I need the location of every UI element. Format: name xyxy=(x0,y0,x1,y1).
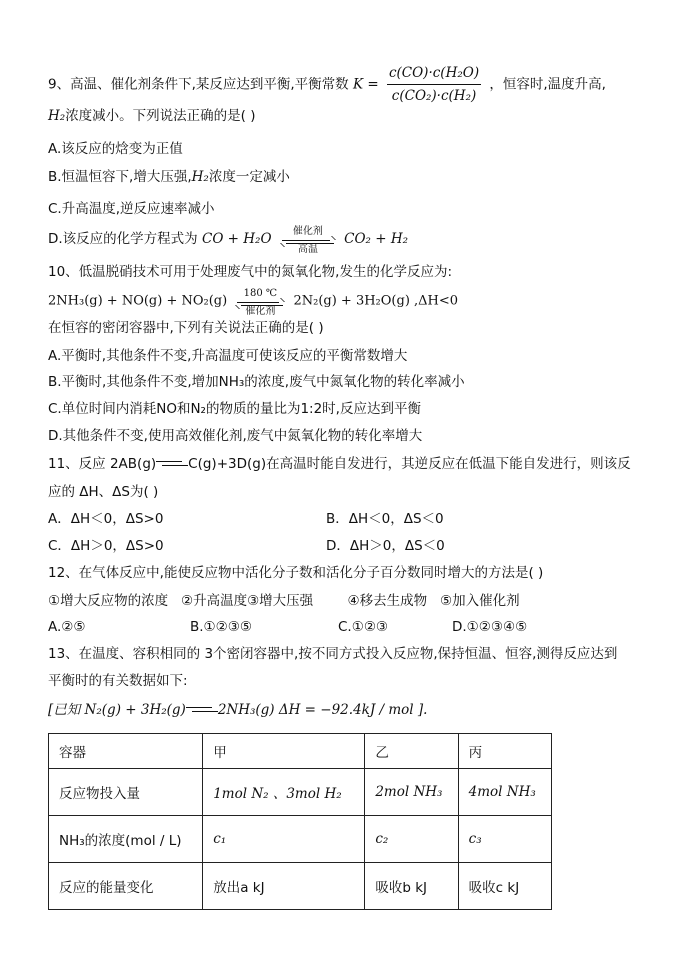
q9-option-d-reactants: CO + H₂O xyxy=(201,231,272,247)
table-cell: 2mol NH₃ xyxy=(365,769,458,816)
table-header-cell: 甲 xyxy=(203,734,365,769)
table-header-row xyxy=(49,734,552,769)
q9-option-b-species: H₂ xyxy=(191,169,209,185)
equilibrium-arrow-icon xyxy=(156,459,188,469)
q10-equation xyxy=(48,288,459,317)
table-row xyxy=(49,863,552,910)
table-cell: 反应的能量变化 xyxy=(49,863,203,910)
q11-stem-text-2: C(g)+3D(g)在高温时能自发进行，其逆反应在低温下能自发进行，则该反 xyxy=(188,456,631,472)
q9-stem-text-2: ，恒容时,温度升高, xyxy=(489,76,606,93)
q12-option-b[interactable]: B.①②③⑤ xyxy=(190,619,252,635)
q11-question: 应的 ΔH、ΔS为( ) xyxy=(48,484,159,500)
q9-condition-temp: 高温 xyxy=(297,244,318,255)
q11-option-a[interactable]: A．ΔH＜0，ΔS>0 xyxy=(48,511,164,527)
table-cell: c₂ xyxy=(365,816,458,863)
q13-known-right: 2NH₃(g) ΔH = −92.4kJ / mol ]. xyxy=(217,702,428,718)
q9-option-d[interactable] xyxy=(48,226,409,255)
q11-option-b[interactable]: B．ΔH＜0，ΔS＜0 xyxy=(326,511,444,527)
table-row xyxy=(49,769,552,816)
q9-k-numerator: c(CO)·c(H₂O) xyxy=(387,63,481,85)
q9-option-a[interactable]: A.该反应的焓变为正值 xyxy=(48,141,183,157)
q13-stem: 13、在温度、容积相同的 3个密闭容器中,按不同方式投入反应物,保持恒温、恒容,测得反应达到 xyxy=(48,646,618,662)
q9-option-d-products: CO₂ + H₂ xyxy=(344,231,409,247)
q9-h2-species: H₂ xyxy=(48,108,66,124)
table-cell: 反应物投入量 xyxy=(49,769,203,816)
q10-question: 在恒容的密闭容器中,下列有关说法正确的是( ) xyxy=(48,320,324,336)
q9-stem-line1 xyxy=(48,63,606,106)
q10-eq-right: 2N₂(g) + 3H₂O(g) ,ΔH<0 xyxy=(293,293,459,309)
q11-option-c[interactable]: C．ΔH＞0，ΔS>0 xyxy=(48,538,164,554)
q12-items: ①增大反应物的浓度 ②升高温度③增大压强 ④移去生成物 ⑤加入催化剂 xyxy=(48,593,520,609)
q9-stem-line2 xyxy=(48,106,256,126)
q10-stem: 10、低温脱硝技术可用于处理废气中的氮氧化物,发生的化学反应为: xyxy=(48,264,453,280)
equilibrium-arrow-icon xyxy=(186,705,218,715)
table-cell: NH₃的浓度(mol / L) xyxy=(49,816,203,863)
q9-stem-text: 9、高温、催化剂条件下,某反应达到平衡,平衡常数 xyxy=(48,76,349,93)
q12-stem: 12、在气体反应中,能使反应物中活化分子数和活化分子百分数同时增大的方法是( ) xyxy=(48,565,544,581)
q12-option-c[interactable]: C.①②③ xyxy=(338,619,389,635)
q13-data-table xyxy=(48,733,552,910)
q12-option-d[interactable]: D.①②③④⑤ xyxy=(452,619,528,635)
table-cell: 4mol NH₃ xyxy=(458,769,551,816)
table-cell: c₃ xyxy=(458,816,551,863)
q10-eq-left: 2NH₃(g) + NO(g) + NO₂(g) xyxy=(48,293,228,309)
q9-option-c[interactable]: C.升高温度,逆反应速率减小 xyxy=(48,201,215,217)
q9-option-d-text: D.该反应的化学方程式为 xyxy=(48,231,198,247)
table-row xyxy=(49,816,552,863)
q11-stem-text: 11、反应 2AB(g) xyxy=(48,456,157,472)
q11-option-d[interactable]: D．ΔH＞0，ΔS＜0 xyxy=(326,538,445,554)
q10-condition-temp: 180 ℃ xyxy=(243,288,278,299)
q10-option-d[interactable]: D.其他条件不变,使用高效催化剂,废气中氮氧化物的转化率增大 xyxy=(48,428,423,444)
q10-condition-catalyst: 催化剂 xyxy=(245,306,276,317)
q9-option-b[interactable] xyxy=(48,167,290,187)
q11-stem-line1 xyxy=(48,454,631,474)
table-cell: 吸收b kJ xyxy=(365,863,458,910)
q9-option-b-text-2: 浓度一定减小 xyxy=(208,169,290,185)
table-cell: c₁ xyxy=(203,816,365,863)
q13-stem-2: 平衡时的有关数据如下: xyxy=(48,673,188,689)
reversible-arrow-icon xyxy=(280,226,336,255)
q9-condition-catalyst: 催化剂 xyxy=(292,226,323,237)
q9-k-symbol: K = xyxy=(352,76,383,93)
q9-k-denominator: c(CO₂)·c(H₂) xyxy=(391,88,477,104)
q10-option-c[interactable]: C.单位时间内消耗NO和N₂的物质的量比为1:2时,反应达到平衡 xyxy=(48,401,421,417)
table-cell: 吸收c kJ xyxy=(458,863,551,910)
table-header-cell: 乙 xyxy=(365,734,458,769)
reversible-arrow-icon xyxy=(235,288,285,317)
q13-known xyxy=(48,700,427,720)
q12-option-a[interactable]: A.②⑤ xyxy=(48,619,86,635)
table-header-cell: 容器 xyxy=(49,734,203,769)
q10-option-a[interactable]: A.平衡时,其他条件不变,升高温度可使该反应的平衡常数增大 xyxy=(48,348,408,364)
q13-known-left: [已知 N₂(g) + 3H₂(g) xyxy=(48,702,186,718)
q9-k-fraction xyxy=(387,63,481,106)
q10-option-b[interactable]: B.平衡时,其他条件不变,增加NH₃的浓度,废气中氮氧化物的转化率减小 xyxy=(48,374,465,390)
table-cell: 放出a kJ xyxy=(203,863,365,910)
table-cell: 1mol N₂ 、3mol H₂ xyxy=(203,769,365,816)
table-header-cell: 丙 xyxy=(458,734,551,769)
q9-question: 浓度减小。下列说法正确的是( ) xyxy=(65,108,256,124)
q9-option-b-text: B.恒温恒容下,增大压强, xyxy=(48,169,192,185)
